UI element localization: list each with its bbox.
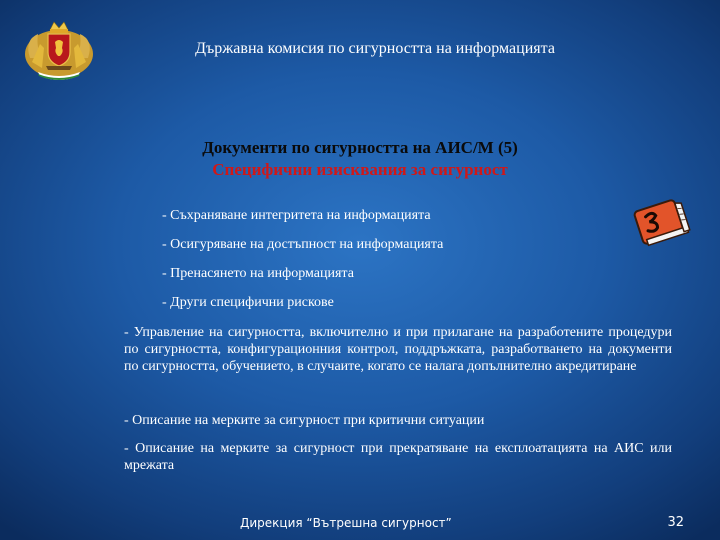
paragraph-security-management: - Управление на сигурността, включително и при прилагане на разработените процедури по сигурността, конфигурационния контрол, поддръжката, разработването на документи по сигурността, обучението, в случаите, когато се налага допълнително акредитиране [124, 325, 672, 374]
footer-text: Дирекция “Вътрешна сигурност” [240, 516, 452, 530]
paragraph-decommissioning: - Описание на мерките за сигурност при прекратяване на експлоатацията на АИС или мрежата [124, 441, 672, 473]
document-subtitle: Специфични изисквания за сигурност [212, 160, 508, 179]
book-icon [632, 194, 692, 250]
bullet-item: - Други специфични рискове [162, 295, 334, 310]
page-number: 32 [667, 515, 684, 530]
bullet-item: - Пренасянето на информацията [162, 266, 354, 281]
paragraph-critical-situations: - Описание на мерките за сигурност при критични ситуации [124, 413, 485, 428]
bullet-item: - Осигуряване на достъпност на информацията [162, 237, 444, 252]
document-title: Документи по сигурността на АИС/М (5) [202, 138, 518, 157]
bullet-item: - Съхраняване интегритета на информацията [162, 208, 431, 223]
header-title: Държавна комисия по сигурността на информацията [195, 40, 555, 57]
